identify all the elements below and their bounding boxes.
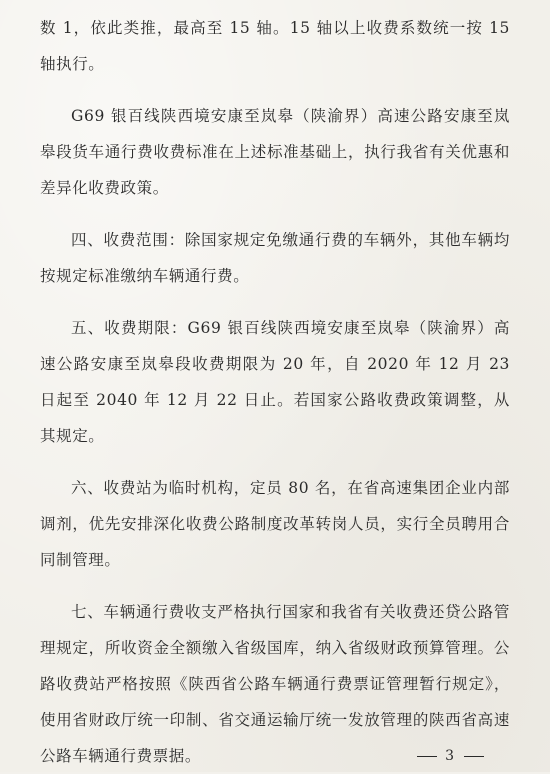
paragraph-toll-station-staffing: 六、收费站为临时机构，定员 80 名，在省高速集团企业内部调剂，优先安排深化收费公路制度改革转岗人员，实行全员聘用合同制管理。 bbox=[40, 479, 510, 569]
paragraph-axle-rule-continued: 数 1，依此类推，最高至 15 轴。15 轴以上收费系数统一按 15 轴执行。 bbox=[40, 19, 510, 73]
paragraph-fee-management: 七、车辆通行费收支严格执行国家和我省有关收费还贷公路管理规定，所收资金全额缴入省级国库，纳入省级财政预算管理。公路收费站严格按照《陕西省公路车辆通行费票证管理暂行规定》，使用省财政厅统一印制、省交通运输厅统一发放管理的陕西省高速公路车辆通行费票据。 bbox=[40, 603, 510, 765]
paragraph-truck-toll-policy: G69 银百线陕西境安康至岚皋（陕渝界）高速公路安康至岚皋段货车通行费收费标准在上述标准基础上，执行我省有关优惠和差异化收费政策。 bbox=[40, 107, 510, 197]
page-number-dash-right bbox=[464, 756, 484, 757]
page-number-value: 3 bbox=[445, 748, 456, 764]
paragraph-toll-period: 五、收费期限：G69 银百线陕西境安康至岚皋（陕渝界）高速公路安康至岚皋段收费期限为 20 年，自 2020 年 12 月 23 日起至 2040 年 12 月 22 日止。若国家公路收费政策调整，从其规定。 bbox=[40, 319, 510, 445]
page-number bbox=[409, 748, 492, 764]
page-number-dash-left bbox=[417, 756, 437, 757]
paragraph-toll-scope: 四、收费范围：除国家规定免缴通行费的车辆外，其他车辆均按规定标准缴纳车辆通行费。 bbox=[40, 231, 510, 285]
